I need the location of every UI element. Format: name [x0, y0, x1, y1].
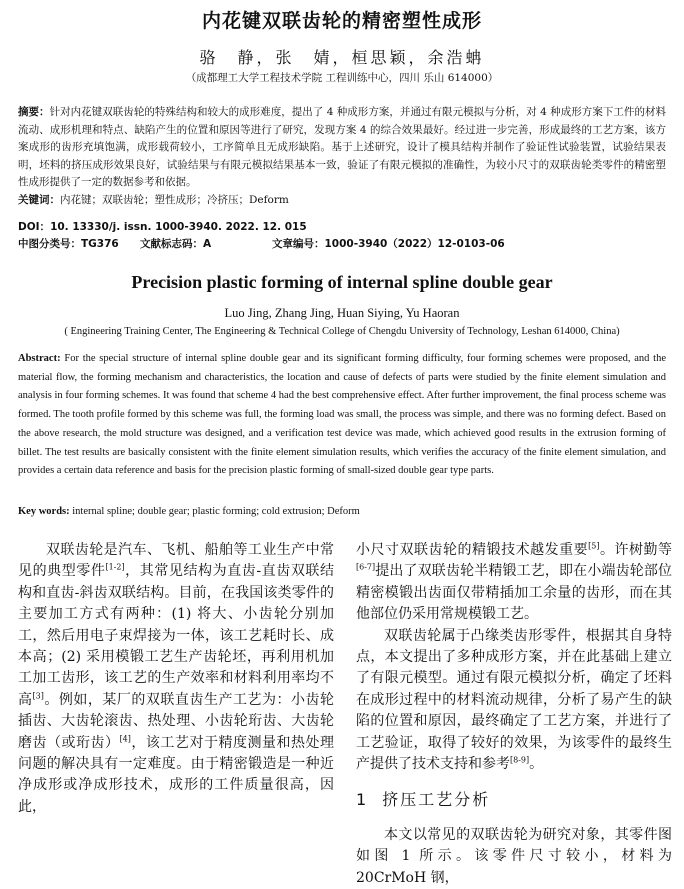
body-paragraph: 双联齿轮属于凸缘类齿形零件，根据其自身特点，本文提出了多种成形方案，并在此基础上建立了有限元模型。通过有限元模拟分析，确定了坯料在成形过程中的材料流动规律，分析了易产生的缺陷的位置和原因，最终确定了工艺方案，并进行了工艺验证，取得了较好的效果，为该零件的最终生产提供了技术支持和参考[8-9]。	[356, 627, 672, 773]
class-number: 中图分类号：TG376	[18, 238, 119, 250]
doi-label: DOI：	[18, 221, 51, 233]
chinese-keywords-label: 关键词：	[18, 193, 60, 206]
document-code: 文献标志码：A	[140, 238, 212, 250]
section-title: 挤压工艺分析	[382, 790, 491, 810]
english-keywords-label: Key words:	[18, 506, 70, 517]
section-heading	[356, 789, 672, 810]
body-paragraph: 小尺寸双联齿轮的精锻技术越发重要[5]。许树勤等[6-7]提出了双联齿轮半精锻工艺，即在小端齿轮部位精密模锻出齿面仅带精插加工余量的齿形，而在其他部位仍采用常规模锻工艺。	[356, 541, 673, 623]
body-paragraph: 双联齿轮是汽车、飞机、船舶等工业生产中常见的典型零件[1-2]，其常见结构为直齿-直齿双联结构和直齿-斜齿双联结构。目前，在我国该类零件的主要加工方式有两种：(1) 将大、小齿轮分别加工，然后用电子束焊接为一体，该工艺耗时长、成本高；(2) 采用模锻工艺生产齿轮坯，再利用机加工加工齿形，该工艺的生产效率和材料利用率均不高[3]。例如，某厂的双联直齿生产工艺为：小齿轮插齿、大齿轮滚齿、热处理、小齿轮珩齿、大齿轮磨齿（或珩齿）[4]，该工艺对于精度测量和热处理问题的解决具有一定难度。由于精密锻造是一种近净成形或净成形技术，成形的工件质量很高，因此，	[18, 542, 335, 815]
english-abstract-text: For the special structure of internal spline double gear and its significant forming difficulty, four forming schemes were proposed, and the material flow, the forming mechanism and characteristics, the location and cause of defects of parts were studied by the finite element simulation and analysis in four forming schemes. It was found that scheme 4 had the best comprehensive effect. After further improvement, the final process scheme was formed. The tooth profile formed by this scheme was full, the forming load was small, the process was simple, and there was no forming defect. Based on the above research, the mold structure was designed, and a verification test device was made, which achieved good results in the extrusion forming of billet. The test results are basically consistent with the finite element simulation results, which verifies the accuracy of the finite element simulation, and provides a certain data reference and basis for the precision plastic forming of small-sized double gear type parts.	[18, 353, 666, 477]
doi-text: 10. 13330/j. issn. 1000-3940. 2022. 12. 015	[50, 221, 307, 233]
english-title: Precision plastic forming of internal spline double gear	[131, 272, 553, 292]
chinese-title: 内花键双联齿轮的精密塑性成形	[201, 10, 482, 32]
chinese-abstract	[18, 104, 666, 210]
citation[interactable]: [5]	[588, 541, 600, 551]
chinese-abstract-text: 针对内花键双联齿轮的特殊结构和较大的成形难度，提出了 4 种成形方案，并通过有限元模拟与分析，对 4 种成形方案下工件的材料流动、成形机理和特点、缺陷产生的位置和原因等进行了研究，发现方案 4 的综合效果最好。经过进一步完善，形成最终的工艺方案，该方案成形的齿形充填饱满，成形载荷较小，工序简单且无成形缺陷。基于上述研究，设计了模具结构并制作了验证性试验装置，试验结果表明，坯料的挤压成形效果良好，试验结果与有限元模拟结果基本一致，验证了有限元模拟的准确性，为较小尺寸的双联齿轮类零件的精密塑性成形提供了一定的数据参考和依据。	[18, 106, 666, 189]
english-keywords-text: internal spline; double gear; plastic forming; cold extrusion; Deform	[72, 506, 360, 517]
chinese-authors: 骆 静，张 婧，桓思颖，余浩蚺	[199, 48, 485, 67]
body-paragraph: 本文以常见的双联齿轮为研究对象，其零件图如图 1 所示。该零件尺寸较小，材料为 20CrMoH 钢，	[356, 826, 672, 886]
body-column-left	[18, 540, 334, 818]
citation[interactable]: [1-2]	[105, 562, 125, 572]
english-affiliation: ( Engineering Training Center, The Engineering & Technical College of Chengdu University of Technology, Leshan 614000, China)	[64, 326, 620, 337]
citation[interactable]: [3]	[32, 691, 44, 701]
citation[interactable]: [8-9]	[510, 755, 530, 765]
chinese-affiliation: （成都理工大学工程技术学院 工程训练中心，四川 乐山 614000）	[185, 72, 499, 84]
english-abstract-label: Abstract:	[18, 353, 61, 364]
article-number: 文章编号：1000-3940（2022）12-0103-06	[272, 238, 505, 250]
chinese-abstract-label: 摘要：	[18, 106, 50, 118]
english-keywords	[18, 506, 666, 517]
body-column-right	[356, 540, 672, 889]
citation[interactable]: [6-7]	[356, 562, 376, 572]
english-abstract	[18, 350, 666, 481]
doi-line	[18, 219, 666, 234]
citation[interactable]: [4]	[119, 734, 131, 743]
section-number: 1	[356, 790, 369, 810]
chinese-keywords-text: 内花键；双联齿轮；塑性成形；冷挤压；Deform	[60, 193, 289, 206]
english-authors: Luo Jing, Zhang Jing, Huan Siying, Yu Haoran	[224, 306, 460, 320]
